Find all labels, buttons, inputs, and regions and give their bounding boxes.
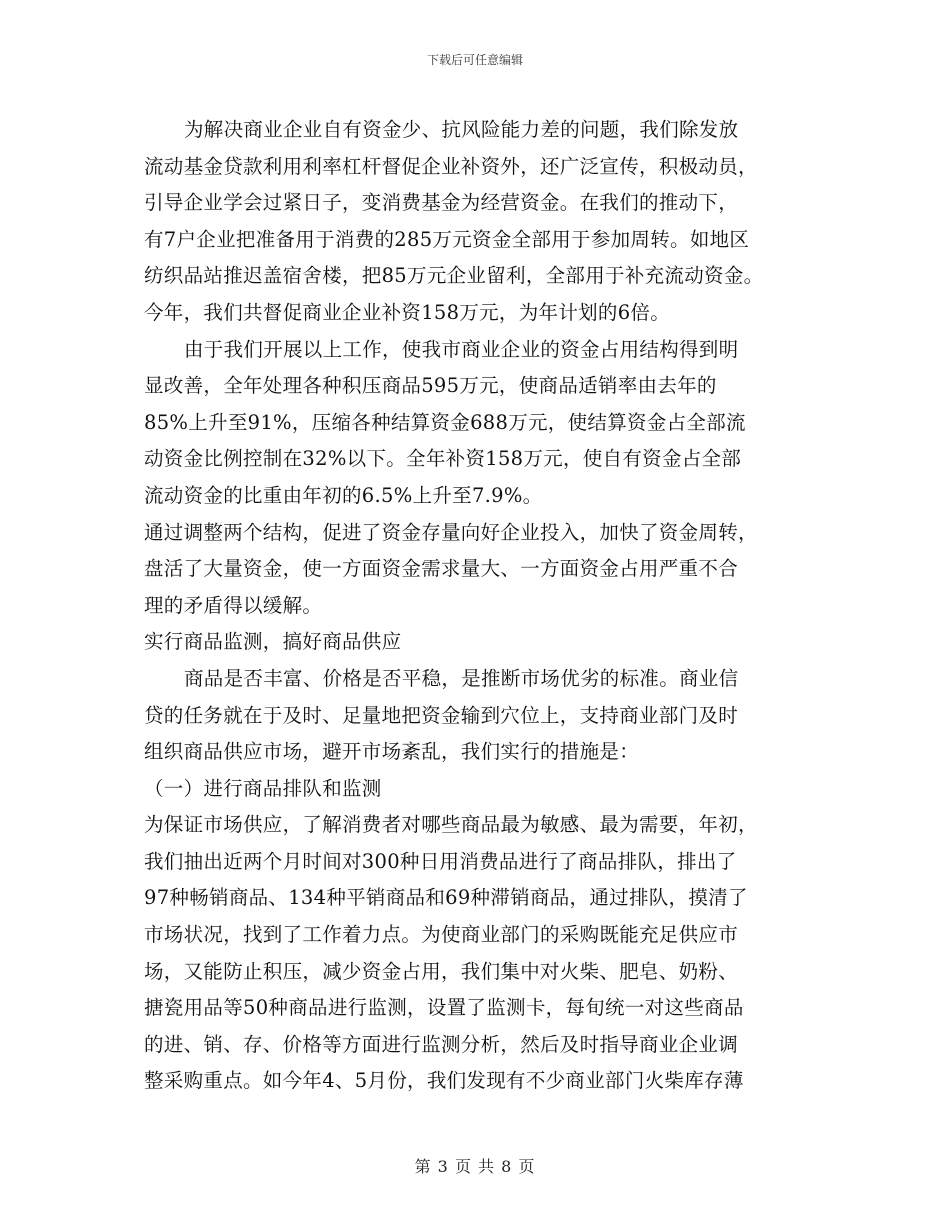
- text-line: 商品是否丰富、价格是否平稳，是推断市场优劣的标准。商业信: [184, 666, 739, 690]
- text-line: 市场状况，找到了工作着力点。为使商业部门的采购既能充足供应市: [144, 923, 739, 947]
- text-line: 引导企业学会过紧日子，变消费基金为经营资金。在我们的推动下，: [144, 191, 739, 215]
- page-header: 下载后可任意编辑: [426, 53, 523, 67]
- page-number: 第 3 页 共 8 页: [414, 1157, 536, 1176]
- text-line: 流动基金贷款利用利率杠杆督促企业补资外，还广泛宣传，积极动员，: [144, 154, 758, 178]
- text-line: 场，又能防止积压，减少资金占用，我们集中对火柴、肥皂、奶粉、: [144, 959, 739, 983]
- text-line: 有7户企业把准备用于消费的285万元资金全部用于参加周转。如地区: [144, 227, 750, 251]
- text-line: 流动资金的比重由年初的6.5%上升至7.9%。: [144, 483, 543, 507]
- text-line: 由于我们开展以上工作，使我市商业企业的资金占用结构得到明: [184, 337, 739, 361]
- text-line: 组织商品供应市场，避开市场紊乱，我们实行的措施是：: [144, 740, 640, 764]
- text-line: 搪瓷用品等50种商品进行监测，设置了监测卡，每旬统一对这些商品: [144, 996, 744, 1020]
- text-line: 贷的任务就在于及时、足量地把资金输到穴位上，支持商业部门及时: [144, 703, 739, 727]
- text-line: 我们抽出近两个月时间对300种日用消费品进行了商品排队，排出了: [144, 849, 737, 873]
- text-line: 97种畅销商品、134种平销商品和69种滞销商品，通过排队，摸清了: [144, 886, 748, 910]
- text-line: 85%上升至91%，压缩各种结算资金688万元，使结算资金占全部流: [144, 410, 746, 434]
- text-line: 显改善，全年处理各种积压商品595万元，使商品适销率由去年的: [144, 374, 717, 398]
- text-line: 整采购重点。如今年4、5月份，我们发现有不少商业部门火柴库存薄: [144, 1069, 744, 1093]
- subsection-heading: （一）进行商品排队和监测: [144, 776, 382, 800]
- text-line: 为解决商业企业自有资金少、抗风险能力差的问题，我们除发放: [184, 118, 739, 141]
- text-line: 通过调整两个结构，促进了资金存量向好企业投入，加快了资金周转，: [144, 520, 758, 544]
- text-line: 为保证市场供应，了解消费者对哪些商品最为敏感、最为需要，年初，: [144, 813, 758, 837]
- text-line: 的进、销、存、价格等方面进行监测分析，然后及时指导商业企业调: [144, 1032, 739, 1056]
- text-line: 盘活了大量资金，使一方面资金需求量大、一方面资金占用严重不合: [144, 557, 739, 581]
- text-line: 动资金比例控制在32%以下。全年补资158万元，使自有资金占全部: [144, 447, 742, 471]
- text-line: 理的矛盾得以缓解。: [144, 593, 323, 617]
- text-line: 今年，我们共督促商业企业补资158万元，为年计划的6倍。: [144, 300, 671, 324]
- text-line: 纺织品站推迟盖宿舍楼，把85万元企业留利，全部用于补充流动资金。: [144, 264, 764, 288]
- section-heading: 实行商品监测，搞好商品供应: [144, 630, 402, 654]
- document-body: [144, 112, 824, 1100]
